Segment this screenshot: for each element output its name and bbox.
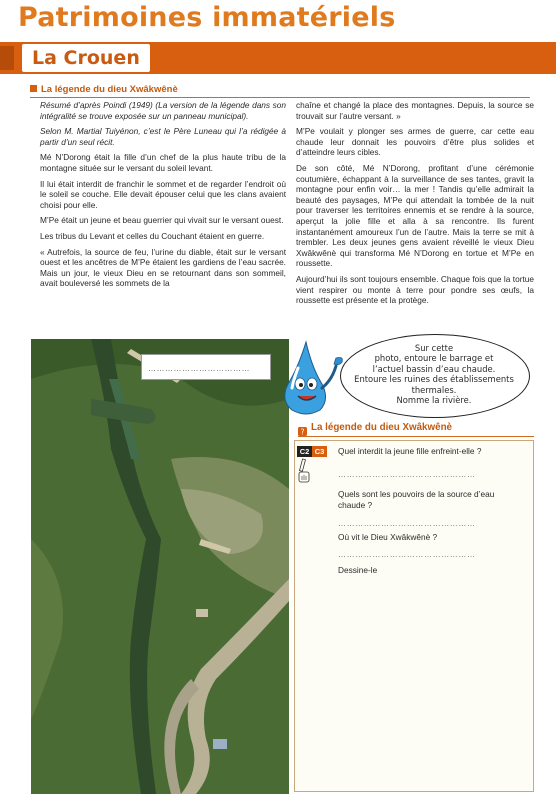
paragraph: Selon M. Martial Tuiyénon, c’est le Père Luneau qui l’a rédigée à partir d’un seul récit. <box>40 126 286 147</box>
answer-line-3[interactable]: ………………………………………… <box>338 550 476 559</box>
paragraph: De son côté, Mé N’Dorong, profitant d’une cérémonie coutumière, échappant à la surveillance de ses tantes, gravit la montagne pour enfin voir… la mer ! Tandis qu’elle admirait la beauté des paysages, M’Pe qui attendait la tombée de la nuit pour traverser les territoires ennemis et se rendre à la source, aperçut la jolie fille et alla à sa rencontre. Ils furent instantanément amoureux l’un de l’autre. Mais la terre se mit à trembler. Les deux jeunes gens avaient réveillé le vieux Dieu Xwâkwênè qui transforma Mé N’Dorong en tortue et M’Pe en roussette. <box>296 162 534 269</box>
questions-divider <box>298 436 534 437</box>
article-heading <box>30 84 530 98</box>
activity-icons <box>297 458 327 484</box>
page-title: Patrimoines immatériels <box>18 2 396 33</box>
answer-line-2[interactable]: ………………………………………… <box>338 519 476 528</box>
paragraph: Les tribus du Levant et celles du Couchant étaient en guerre. <box>40 230 265 241</box>
paragraph: M’Pe était un jeune et beau guerrier qui vivait sur le versant ouest. <box>40 215 284 226</box>
speech-bubble-text <box>350 343 518 405</box>
article-column-2 <box>296 100 534 311</box>
pencil-icon <box>299 459 305 471</box>
question-icon <box>298 423 307 436</box>
bubble-line: thermales. <box>411 384 457 395</box>
bubble-line: l’actuel bassin d’eau chaude. <box>372 363 496 374</box>
article-title: La légende du dieu Xwâkwênè <box>41 84 178 95</box>
paragraph: M’Pe voulait y plonger ses armes de guerre, car cette eau chaude leur donnait les pouvoirs d’être plus solides et d’atteindre leurs cibles. <box>296 126 534 158</box>
badge-c2: C2 <box>297 446 312 457</box>
paragraph: Aujourd’hui ils sont toujours ensemble. Chaque fois que la tortue vient respirer ou monte à terre pour pondre ses œufs, la roussette est présente et la protège. <box>296 273 534 306</box>
aerial-photo <box>31 339 289 794</box>
photo-label-dots: ……………………………… <box>148 364 250 373</box>
question-1: Quel interdit la jeune fille enfreint-elle ? <box>338 446 482 456</box>
water-drop-mascot-icon <box>276 338 346 421</box>
section-band-tab <box>0 46 14 70</box>
paragraph: Résumé d’après Poindi (1949) (La version de la légende dans son intégralité se trouve exposée sur un panneau municipal). <box>40 100 286 121</box>
bubble-line: photo, entoure le barrage et <box>374 353 494 364</box>
aerial-photo-drawing <box>31 339 289 794</box>
badge-c3: C3 <box>312 446 327 457</box>
bubble-line: Entoure les ruines des établissements <box>354 374 514 385</box>
question-3: Où vit le Dieu Xwâkwênè ? <box>338 532 438 542</box>
question-4: Dessine-le <box>338 565 378 575</box>
paragraph: Mé N’Dorong était la fille d’un chef de la plus haute tribu de la montagne située sur le versant du soleil levant. <box>40 152 286 173</box>
hand-icon <box>299 472 309 482</box>
heading-square-icon <box>30 85 37 92</box>
bubble-line: Nomme la rivière. <box>396 395 472 406</box>
paragraph: « Autrefois, la source de feu, l’urine du diable, était sur le versant ouest et les ancêtres de M’Pe étaient les gardiens de l’eau sacrée. Mais un jour, le vieux Dieu en se retournant dans son sommeil, avait bouleversé les sommets de la <box>40 246 286 289</box>
question-2: Quels sont les pouvoirs de la source d’eau chaude ? <box>338 489 495 510</box>
questions-title: La légende du dieu Xwâkwênè <box>311 422 453 433</box>
paragraph: chaîne et changé la place des montagnes. Depuis, la source se trouvait sur l’autre versant. » <box>296 100 534 121</box>
svg-text:?: ? <box>300 427 305 436</box>
answer-line-1[interactable]: ………………………………………… <box>338 470 476 479</box>
bubble-line: Sur cette <box>414 343 454 353</box>
section-title: La Crouen <box>22 44 150 72</box>
paragraph: Il lui était interdit de franchir le sommet et de regarder l’endroit où le soleil se couche. Elle devait épouser celui que les clans avaient choisi pour elle. <box>40 178 286 210</box>
article-column-1 <box>40 100 286 294</box>
